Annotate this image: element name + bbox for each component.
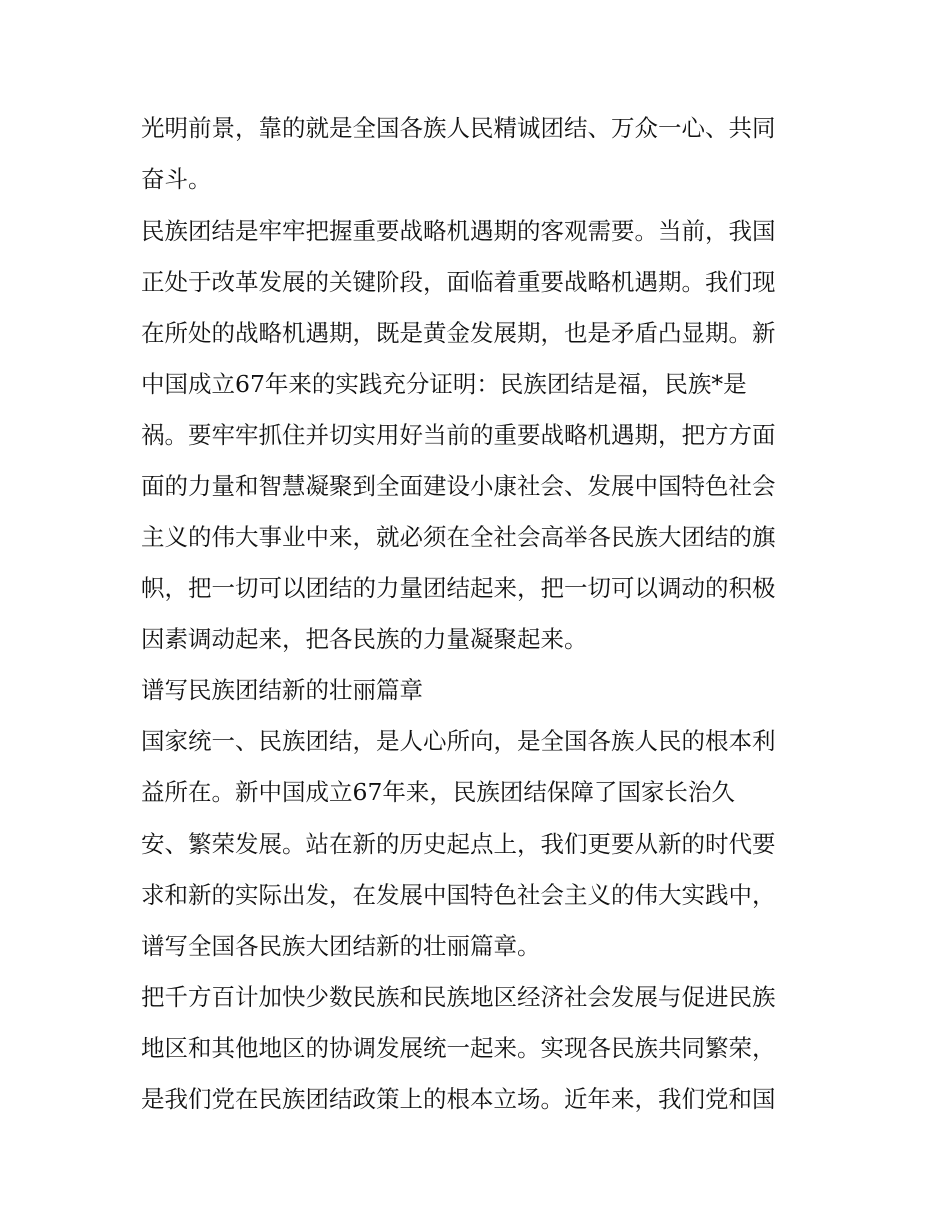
text-line: 在所处的战略机遇期，既是黄金发展期，也是矛盾凸显期。新 (141, 319, 776, 347)
text-line: 国家统一、民族团结，是人心所向，是全国各族人民的根本利 (141, 727, 776, 755)
text-line: 是我们党在民族团结政策上的根本立场。近年来，我们党和国 (141, 1085, 776, 1113)
text-line: 中国成立67年来的实践充分证明：民族团结是福，民族*是 (141, 370, 747, 398)
text-line: 光明前景，靠的就是全国各族人民精诚团结、万众一心、共同 (141, 114, 776, 142)
text-line: 求和新的实际出发，在发展中国特色社会主义的伟大实践中， (141, 881, 776, 909)
section-heading: 谱写民族团结新的壮丽篇章 (141, 676, 423, 704)
text-line: 帜，把一切可以团结的力量团结起来，把一切可以调动的积极 (141, 574, 776, 602)
text-line: 祸。要牢牢抓住并切实用好当前的重要战略机遇期，把方方面 (141, 421, 776, 449)
text-line: 把千方百计加快少数民族和民族地区经济社会发展与促进民族 (141, 983, 776, 1011)
text-line: 主义的伟大事业中来，就必须在全社会高举各民族大团结的旗 (141, 523, 776, 551)
text-line: 正处于改革发展的关键阶段，面临着重要战略机遇期。我们现 (141, 268, 776, 296)
text-line: 地区和其他地区的协调发展统一起来。实现各民族共同繁荣， (141, 1034, 776, 1062)
text-line: 奋斗。 (141, 165, 212, 193)
text-line: 安、繁荣发展。站在新的历史起点上，我们更要从新的时代要 (141, 830, 776, 858)
text-line: 民族团结是牢牢把握重要战略机遇期的客观需要。当前，我国 (141, 217, 776, 245)
text-line: 益所在。新中国成立67年来，民族团结保障了国家长治久 (141, 778, 735, 806)
text-line: 因素调动起来，把各民族的力量凝聚起来。 (141, 625, 588, 653)
text-line: 面的力量和智慧凝聚到全面建设小康社会、发展中国特色社会 (141, 472, 776, 500)
text-line: 谱写全国各民族大团结新的壮丽篇章。 (141, 932, 541, 960)
